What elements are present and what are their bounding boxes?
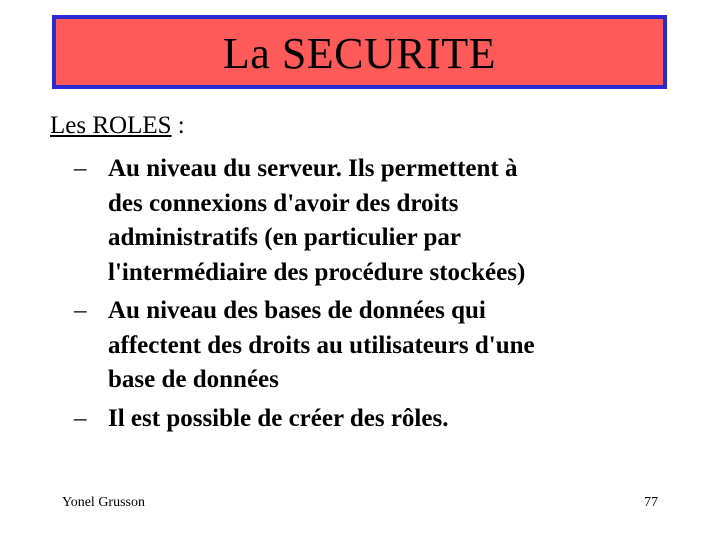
bullet-list [74,152,694,440]
bullet-item-server-roles [74,152,694,290]
slide-title-banner [52,15,667,89]
bullet-item-create-roles [74,402,694,437]
bullet-line: Au niveau des bases de données qui [108,297,486,324]
bullet-line: Au niveau du serveur. Ils permettent à [108,155,518,182]
bullet-line: l'intermédiaire des procédure stockées) [108,258,526,286]
footer-page-number: 77 [644,495,658,510]
bullet-dash: – [74,297,87,324]
footer-author: Yonel Grusson [62,495,145,510]
bullet-text [108,152,694,290]
bullet-text [108,294,694,398]
bullet-text [108,402,694,437]
bullet-dash: – [74,404,87,432]
slide-title: La SECURITE [222,29,497,78]
bullet-line: affectent des droits au utilisateurs d'une [108,331,535,359]
bullet-line: des connexions d'avoir des droits [108,189,459,217]
bullet-line: administratifs (en particulier par [108,224,461,251]
section-heading [50,110,185,142]
section-heading-suffix: : [171,112,185,139]
section-heading-label: Les ROLES [50,112,172,139]
bullet-line: Il est possible de créer des rôles. [108,404,449,432]
bullet-line: base de données [108,366,279,393]
bullet-item-database-roles [74,294,694,398]
bullet-dash: – [74,155,87,182]
